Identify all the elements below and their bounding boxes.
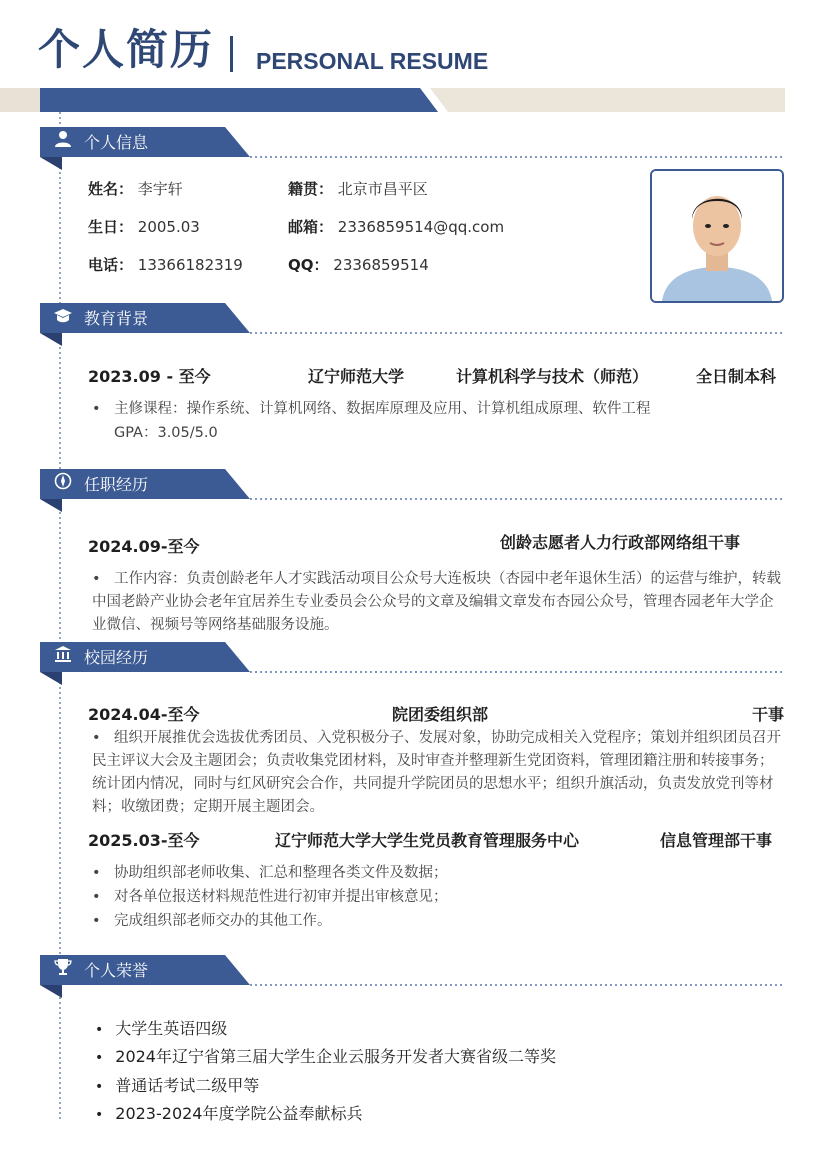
edu-school: 辽宁师范大学 (308, 367, 405, 386)
edu-courses: • 主修课程：操作系统、计算机网络、数据库原理及应用、计算机组成原理、软件工程 (92, 401, 651, 417)
campus-desc-1: • 组织开展推优会选拔优秀团员、入党积极分子、发展对象，协助完成相关入党程序；策划并组织团员召开民主评议大会及主题团会；负责收集党团材料，及时审查并整理新生党团资料，管理团籍注册和转接事务；统计团内情况，同时与红风研究会合作，共同提升学院团员的思想水平；组织升旗活动，负责发放党刊等材料；收缴团费；定期开展主题团会。 (92, 730, 781, 815)
edu-gpa: GPA：3.05/5.0 (114, 425, 218, 441)
campus-period-2: 2025.03-至今 (88, 831, 200, 850)
section-header-work (40, 469, 148, 501)
graduation-cap-icon (52, 303, 74, 335)
resume-title-en: PERSONAL RESUME (256, 48, 489, 74)
campus-bullet-2-2: • 对各单位报送材料规范性进行初审并提出审核意见； (92, 889, 448, 905)
section-header-honors (40, 955, 148, 987)
section-title-work: 任职经历 (84, 475, 149, 494)
info-native: 籍贯： 北京市昌平区 (288, 180, 428, 198)
honor-item-3: • 普通话考试二级甲等 (95, 1076, 260, 1095)
info-qq: QQ： 2336859514 (288, 256, 429, 274)
work-role: 创龄志愿者人力行政部网络组干事 (500, 533, 741, 552)
campus-org-1: 院团委组织部 (392, 705, 489, 724)
name-value: 李宇轩 (137, 180, 183, 198)
edu-major: 计算机科学与技术（师范） (456, 367, 649, 386)
banner-beige (430, 88, 785, 112)
work-period: 2024.09-至今 (88, 537, 200, 556)
qq-value: 2336859514 (333, 256, 429, 274)
info-birth: 生日： 2005.03 (88, 218, 200, 236)
edu-period: 2023.09 - 至今 (88, 367, 211, 386)
work-desc: • 工作内容：负责创龄老年人才实践活动项目公众号大连板块（杏园中老年退休生活）的运营与维护，转载中国老龄产业协会老年宜居养生专业委员会公众号的文章及编辑文章发布杏园公众号，管理杏园老年大学企业微信、视频号等网络基础服务设施。 (92, 571, 781, 633)
honor-item-1: • 大学生英语四级 (95, 1019, 228, 1038)
info-email: 邮箱： 2336859514@qq.com (288, 218, 505, 236)
section-title-campus: 校园经历 (84, 648, 149, 667)
section-header-campus (40, 642, 148, 674)
section-shape-education (40, 303, 785, 346)
info-name: 姓名： 李宇轩 (88, 180, 183, 198)
native-value: 北京市昌平区 (337, 180, 428, 198)
campus-role-2: 信息管理部干事 (660, 831, 773, 850)
profile-photo (650, 169, 784, 303)
trophy-icon (52, 955, 74, 987)
section-shape-personal (40, 127, 785, 170)
section-header-personal (40, 127, 148, 159)
honor-item-4: • 2023-2024年度学院公益奉献标兵 (95, 1104, 363, 1123)
section-shape-honors (40, 955, 785, 998)
section-title-personal: 个人信息 (84, 133, 149, 152)
section-shape-work (40, 469, 785, 512)
section-header-education (40, 303, 148, 335)
bank-icon (52, 642, 74, 674)
email-value: 2336859514@qq.com (337, 218, 505, 236)
compass-icon (52, 469, 74, 501)
section-shape-campus (40, 642, 785, 685)
banner-blue (40, 88, 438, 112)
section-title-education: 教育背景 (84, 309, 149, 328)
resume-title: 个人简历 (38, 25, 215, 74)
edu-type: 全日制本科 (696, 367, 777, 386)
campus-role-1: 干事 (752, 705, 785, 724)
section-title-honors: 个人荣誉 (84, 961, 149, 980)
campus-bullet-2-1: • 协助组织部老师收集、汇总和整理各类文件及数据； (92, 865, 448, 881)
campus-period-1: 2024.04-至今 (88, 705, 200, 724)
info-phone: 电话： 13366182319 (88, 256, 243, 274)
campus-org-2: 辽宁师范大学大学生党员教育管理服务中心 (275, 831, 580, 850)
title-divider (230, 36, 233, 72)
birth-value: 2005.03 (137, 218, 200, 236)
phone-value: 13366182319 (137, 256, 243, 274)
person-icon (52, 127, 74, 159)
campus-bullet-2-3: • 完成组织部老师交办的其他工作。 (92, 913, 332, 929)
honor-item-2: • 2024年辽宁省第三届大学生企业云服务开发者大赛省级二等奖 (95, 1047, 556, 1066)
